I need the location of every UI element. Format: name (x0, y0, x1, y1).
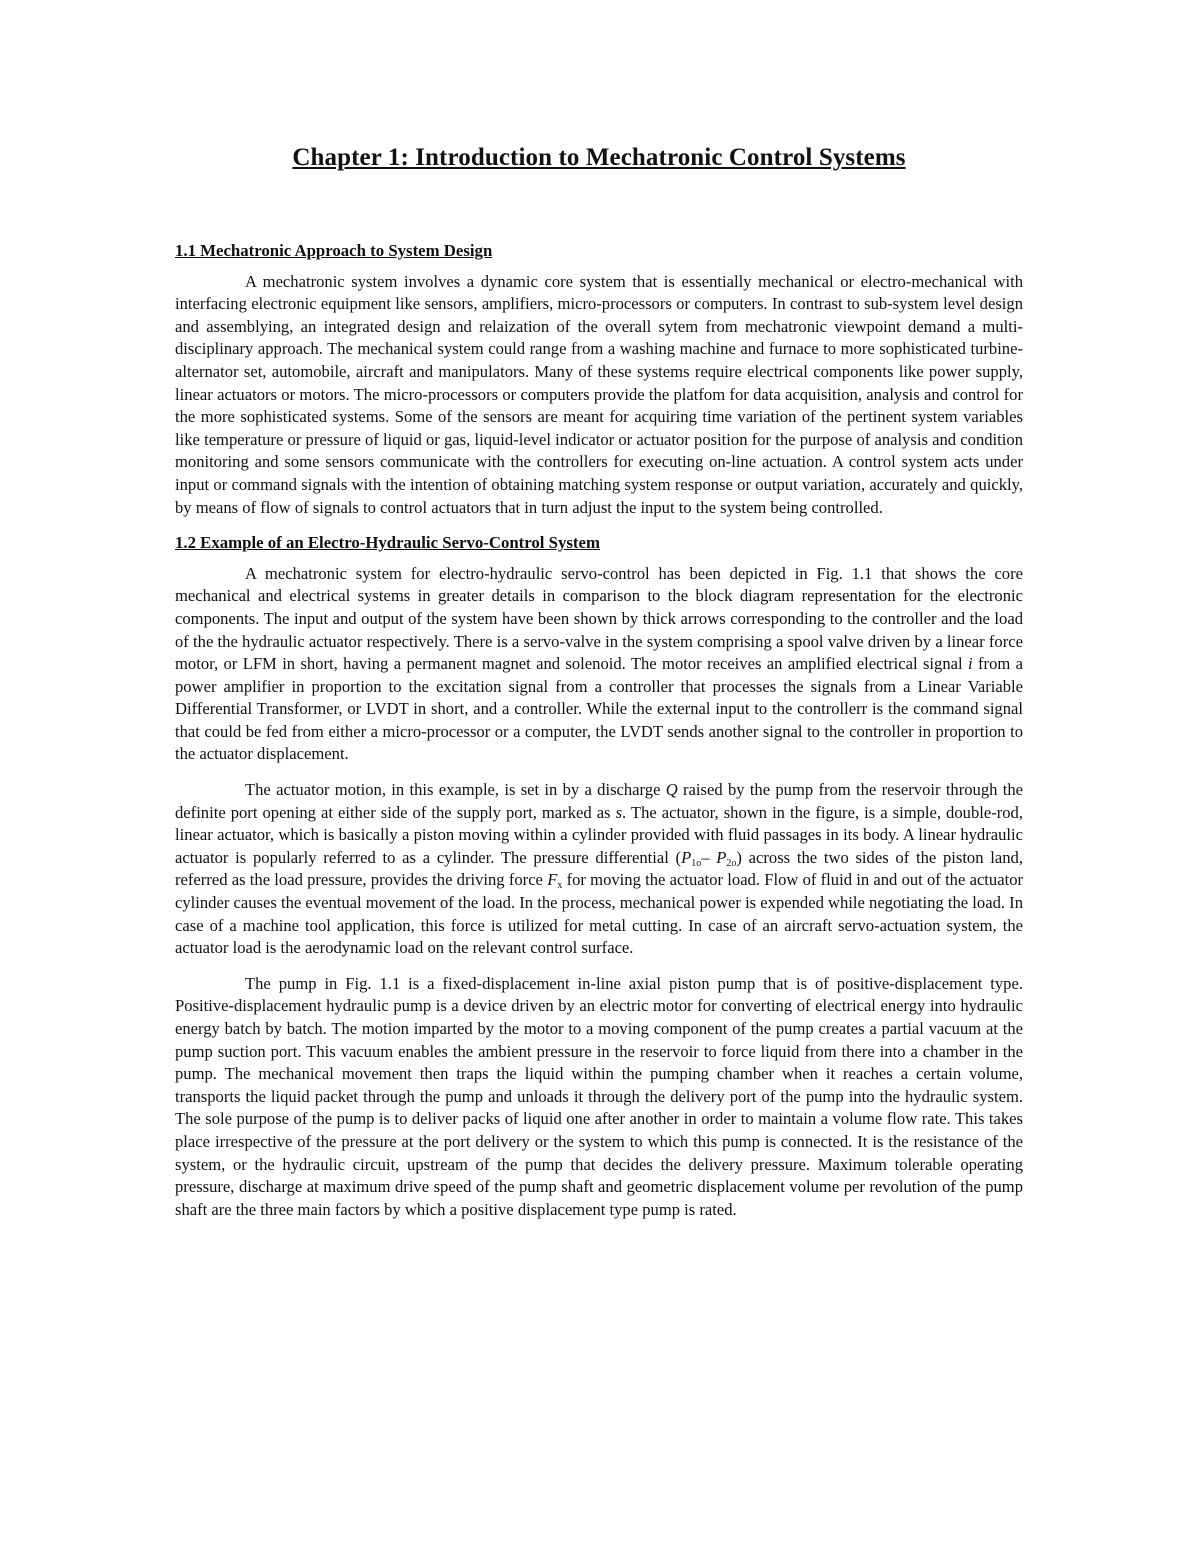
subscript-x: x (557, 880, 563, 892)
section-heading-1-2: 1.2 Example of an Electro-Hydraulic Servo-Control System (175, 533, 600, 553)
section-heading-1-1: 1.1 Mechatronic Approach to System Design (175, 241, 493, 260)
subscript-2o: 2o (726, 857, 737, 869)
paragraph-1-1: A mechatronic system involves a dynamic core system that is essentially mechanical or electro-mechanical with interfacing electronic equipment like sensors, amplifiers, micro-processors or computers. In contrast to sub-system level design and assemblying, an integrated design and relaization of the overall sytem from mechatronic viewpoint demand a multi-disciplinary approach. The mechanical system could range from a washing machine and furnace to more sophisticated turbine-alternator set, automobile, aircraft and manipulators. Many of these systems require electrical components like power supply, linear actuators or motors. The micro-processors or computers provide the platfom for data acquisition, analysis and control for the more sophisticated systems. Some of the sensors are meant for acquiring time variation of the pertinent system variables like temperature or pressure of liquid or gas, liquid-level indicator or actuator position for the purpose of analysis and condition monitoring and some sensors communicate with the controllers for executing on-line actuation. A control system acts under input or command signals with the intention of obtaining matching system response or output variation, accurately and quickly, by means of flow of signals to control actuators that in turn adjust the input to the system being controlled. (175, 271, 1023, 517)
paragraph-text: from a power amplifier in proportion to the excitation signal from a controller that processes the signals from a Linear Variable Differential Transformer, or LVDT in short, and a controller. While the external input to the controllerr is the command signal that could be fed from either a micro-processor or a computer, the LVDT sends another signal to the controller in proportion to the actuator displacement. (175, 654, 1024, 764)
variable-p: P (716, 847, 727, 867)
subscript-1o: 1o (691, 857, 702, 869)
variable-f: F (547, 870, 558, 890)
paragraph-text: – (701, 847, 717, 867)
paragraph-1-2-a (175, 563, 1023, 766)
chapter-title: Chapter 1: Introduction to Mechatronic Control Systems (292, 144, 906, 171)
paragraph-text: A mechatronic system for electro-hydraulic servo-control has been depicted in Fig. 1.1 that shows the core mechanical and electrical systems in greater details in comparison to the block diagram representation for the electronic components. The input and output of the system have been shown by thick arrows corresponding to the controller and the load of the the hydraulic actuator respectively. There is a servo-valve in the system comprising a spool valve driven by a linear force motor, or LFM in short, having a permanent magnet and solenoid. The motor receives an amplified electrical signal (175, 563, 1023, 674)
variable-q: Q (665, 780, 678, 800)
paragraph-text: for moving the actuator load. Flow of fluid in and out of the actuator cylinder causes the eventual movement of the load. In the process, mechanical power is expended while negotiating the load. In case of a machine tool application, this force is utilized for metal cutting. In case of an aircraft servo-actuation system, the actuator load is the aerodynamic load on the relevant control surface. (175, 870, 1024, 958)
variable-i: i (968, 654, 973, 674)
paragraph-text: . The actuator, shown in the figure, is a simple, double-rod, linear actuator, which is basically a piston moving within a cylinder provided with fluid passages in its body. A linear hydraulic actuator is popularly referred to as a cylinder. The pressure differential ( (175, 802, 1024, 867)
variable-p: P (681, 847, 692, 867)
paragraph-text: The actuator motion, in this example, is set in by a discharge (245, 780, 661, 800)
paragraph-text: raised by the pump from the reservoir through the definite port opening at either side of the supply port, marked as (175, 780, 1024, 822)
paragraph-1-2-c: The pump in Fig. 1.1 is a fixed-displacement in-line axial piston pump that is of positive-displacement type. Positive-displacement hydraulic pump is a device driven by an electric motor for converting of electrical energy into hydraulic energy batch by batch. The motion imparted by the motor to a moving component of the pump creates a partial vacuum at the pump suction port. This vacuum enables the ambient pressure in the reservoir to force liquid from there into a chamber in the pump. The mechanical movement then traps the liquid within the pumping chamber when it reaches a certain volume, transports the liquid packet through the pump and unloads it through the delivery port of the pump into the hydraulic system. The sole purpose of the pump is to deliver packs of liquid one after another in order to maintain a volume flow rate. This takes place irrespective of the pressure at the port delivery or the system to which this pump is connected. It is the resistance of the system, or the hydraulic circuit, upstream of the pump that decides the delivery pressure. Maximum tolerable operating pressure, discharge at maximum drive speed of the pump shaft and geometric displacement volume per revolution of the pump shaft are the three main factors by which a positive displacement type pump is rated. (175, 973, 1023, 1219)
paragraph-1-2-b (175, 779, 1023, 960)
paragraph-text: ) across the two sides of the piston land, referred as the load pressure, provides the driving force (175, 847, 1023, 890)
document-page (175, 140, 1023, 1221)
variable-s: s (615, 802, 623, 822)
